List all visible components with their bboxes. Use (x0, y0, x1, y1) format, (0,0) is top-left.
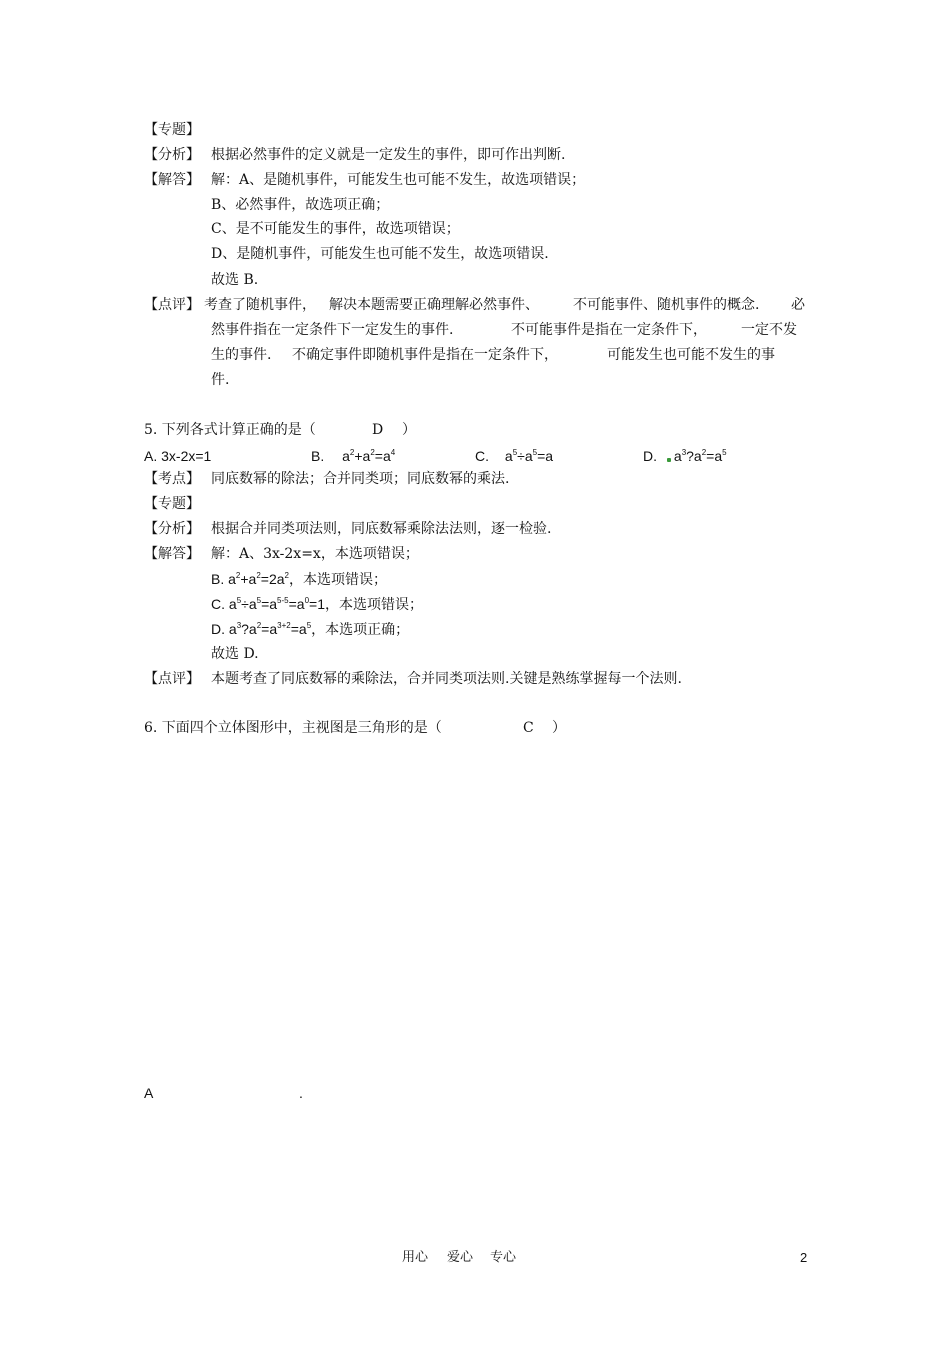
q4-jieda-line-3: C、是不可能发生的事件，故选项错误； (211, 221, 460, 237)
q5-option-a: A. 3x-2x=1 (144, 448, 212, 464)
marker-dot-icon (667, 458, 671, 462)
q6-close-paren: ） (552, 720, 566, 736)
q5-option-b: B. $a^2+a^2=a^4$ (311, 448, 396, 464)
q5-fenxi-text: 根据合并同类项法则，同底数幂乘除法法则，逐一检验. (211, 521, 552, 537)
q5-option-c: C. $a^5\div a^5=a$ (475, 448, 554, 464)
q5-dianping-text: 本题考查了同底数幂的乘除法，合并同类项法则.关键是熟练掌握每一个法则. (211, 671, 682, 687)
q5-jieda-line-4-suffix: ，本选项正确； (311, 622, 410, 638)
q5-answer: D (372, 422, 384, 438)
q5-kaodian-text: 同底数幂的除法；合并同类项；同底数幂的乘法. (211, 471, 510, 487)
q4-jieda-line-2: B、必然事件，故选项正确； (211, 197, 390, 213)
q6-option-a: A (144, 1085, 154, 1101)
q5-jieda-line-1: 解：A、3x-2x=x，本选项错误； (211, 546, 419, 562)
q5-kaodian-label: 【考点】 (144, 471, 200, 487)
q5-close-paren: ） (402, 422, 416, 438)
q5-jieda-line-4: D. $a^3?a^2=a^{3+2}=a^5$，本选项正确； (211, 621, 410, 638)
q4-dianping-4: 件. (211, 372, 230, 388)
q4-dianping-2b: 不可能事件是指在一定条件下， (511, 322, 707, 338)
q4-dianping-2a: 然事件指在一定条件下一定发生的事件. (211, 322, 454, 338)
page-number: 2 (800, 1250, 808, 1265)
q5-jieda-line-5: 故选 D. (211, 646, 259, 662)
q6-stem: 6. 下面四个立体图形中，主视图是三角形的是（ (144, 720, 442, 736)
q5-dianping-label: 【点评】 (144, 671, 200, 687)
q6-dot: . (299, 1085, 303, 1101)
q4-dianping-3b: 不确定事件即随机事件是指在一定条件下， (292, 347, 558, 363)
q5-option-d-label: D. (643, 448, 657, 464)
q5-option-d: D. $a^3?a^2=a^5$ (643, 448, 727, 464)
q5-option-c-label: C. (475, 448, 489, 464)
q4-fenxi-text: 根据必然事件的定义就是一定发生的事件，即可作出判断. (211, 147, 566, 163)
q4-dianping-1c: 不可能事件、随机事件的概念. (573, 297, 760, 313)
q5-fenxi-label: 【分析】 (144, 521, 200, 537)
q5-jieda-line-2: B. $a^2+a^2=2a^2$，本选项错误； (211, 571, 387, 588)
q5-zhuanti: 【专题】 (144, 496, 200, 512)
q4-dianping-1d: 必 (791, 297, 805, 313)
q4-jieda-label: 【解答】 (144, 172, 200, 188)
q4-dianping-3a: 生的事件. (211, 347, 272, 363)
q6-answer: C (523, 720, 534, 736)
q5-jieda-line-3-suffix: ，本选项错误； (325, 597, 423, 613)
q4-dianping-1b: 解决本题需要正确理解必然事件、 (329, 297, 539, 313)
q5-stem: 5. 下列各式计算正确的是（ (144, 422, 316, 438)
q4-jieda-line-5: 故选 B. (211, 272, 259, 288)
footer-motto-1: 用心 (402, 1250, 429, 1265)
q5-jieda-label: 【解答】 (144, 546, 200, 562)
q4-jieda-line-4: D、是随机事件，可能发生也可能不发生，故选项错误. (211, 246, 549, 262)
q5-jieda-line-2-suffix: ，本选项错误； (288, 572, 387, 588)
q5-jieda-line-3: C. $a^5\div a^5=a^{5-5}=a^0=1$，本选项错误； (211, 596, 423, 613)
q4-jieda-line-1: 解：A、是随机事件，可能发生也可能不发生，故选项错误； (211, 172, 586, 188)
q4-dianping-3c: 可能发生也可能不发生的事 (607, 347, 775, 363)
footer-motto-3: 专心 (490, 1250, 517, 1265)
q4-dianping-2c: 一定不发 (741, 322, 797, 338)
q4-zhuanti: 【专题】 (144, 122, 200, 138)
q4-fenxi-label: 【分析】 (144, 147, 200, 163)
q4-dianping-label: 【点评】 (144, 297, 200, 313)
q5-option-b-label: B. (311, 448, 325, 464)
q4-dianping-1a: 考查了随机事件， (204, 297, 316, 313)
footer-motto-2: 爱心 (447, 1250, 474, 1265)
